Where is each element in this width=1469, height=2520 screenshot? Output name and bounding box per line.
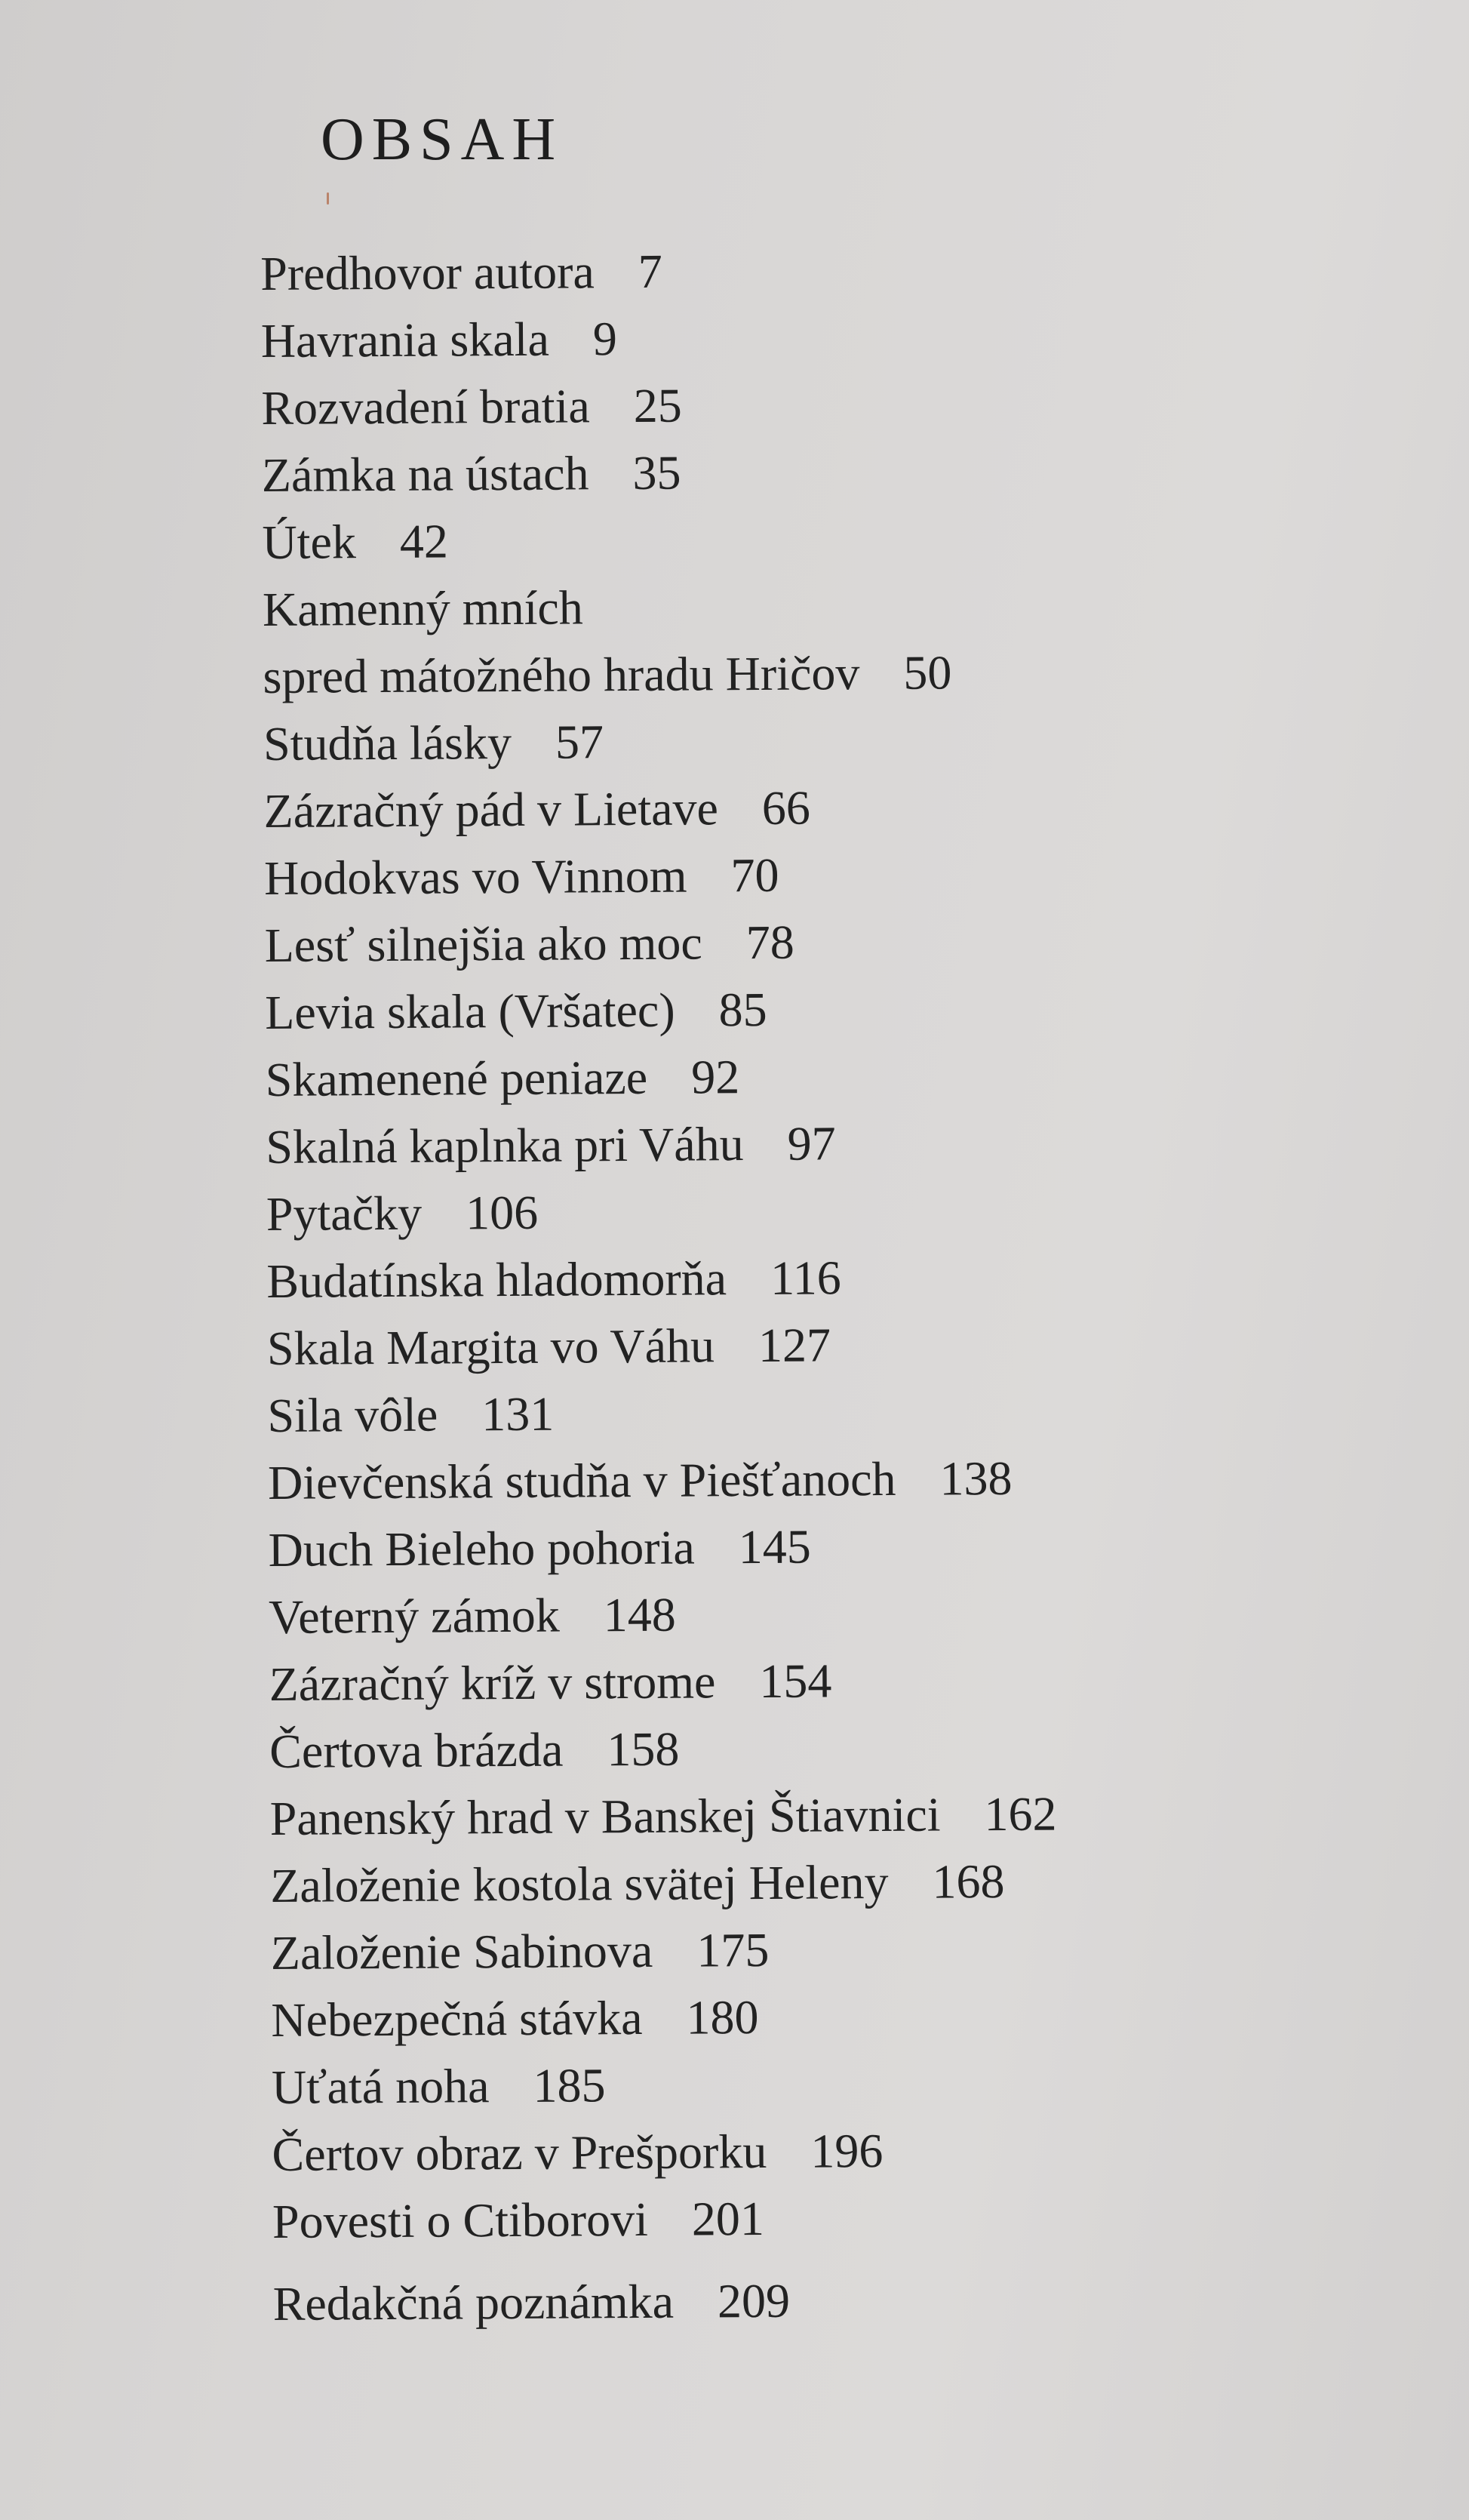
entry-title: Čertova brázda [269, 1722, 564, 1778]
toc-entry [267, 1308, 1400, 1382]
page-number: 168 [932, 1854, 1005, 1909]
entry-title: Uťatá noha [271, 2059, 490, 2114]
page-number: 78 [745, 915, 795, 970]
page-number: 57 [555, 715, 604, 769]
page-number: 92 [690, 1050, 740, 1104]
page-number: 35 [632, 445, 681, 500]
page-title: OBSAH [321, 106, 564, 173]
page-number: 175 [696, 1922, 770, 1977]
toc-entry [263, 771, 1396, 845]
page-number: 209 [717, 2273, 791, 2328]
toc-entry [269, 1711, 1402, 1785]
page-number: 131 [481, 1386, 555, 1442]
entry-title: Rozvadení bratia [261, 379, 590, 435]
toc-entry [261, 300, 1394, 374]
toc-entry [269, 1577, 1401, 1651]
toc-entry [266, 1241, 1399, 1315]
entry-title: Zázračný pád v Lietave [263, 781, 719, 838]
toc-entry [267, 1375, 1400, 1449]
page-number: 50 [903, 645, 952, 700]
page-number: 201 [691, 2191, 765, 2246]
page-number: 180 [686, 1990, 759, 2045]
page-number: 185 [533, 2058, 606, 2112]
toc-entry [270, 1845, 1403, 1919]
toc-entry [266, 1174, 1399, 1248]
entry-title: Zázračný kríž v strome [269, 1654, 716, 1711]
toc-entry [265, 972, 1397, 1046]
page-number: 154 [759, 1654, 832, 1708]
toc-entry [272, 2181, 1405, 2255]
entry-title: Zámka na ústach [261, 446, 589, 502]
entry-title: Studňa lásky [263, 715, 512, 771]
page-number: 9 [592, 312, 618, 366]
page-number: 148 [603, 1587, 676, 1642]
entry-title: Skala Margita vo Váhu [266, 1318, 715, 1375]
entry-title: Povesti o Ctiborovi [272, 2192, 649, 2248]
entry-title: Skamenené peniaze [265, 1050, 648, 1106]
toc-entry [272, 2114, 1404, 2188]
page-number: 116 [770, 1251, 841, 1305]
toc-entry [263, 569, 1395, 710]
toc-entry [268, 1509, 1400, 1583]
toc-entry [269, 1644, 1401, 1718]
toc-entry [264, 905, 1397, 979]
entry-title: Hodokvas vo Vinnom [263, 848, 687, 905]
entry-title: Pytačky [266, 1186, 423, 1241]
page-number: 97 [787, 1116, 836, 1171]
page-number: 85 [718, 982, 767, 1037]
toc-entry [270, 1778, 1403, 1852]
entry-title: Dievčenská studňa v Piešťanoch [267, 1451, 896, 1509]
entry-title: Čertov obraz v Prešporku [272, 2124, 767, 2181]
table-of-contents [260, 233, 1405, 2337]
entry-title: spred mátožného hradu Hričov [263, 646, 860, 703]
entry-title: Sila vôle [267, 1387, 438, 1442]
entry-title: Nebezpečná stávka [271, 1990, 643, 2047]
entry-title: Útek [262, 515, 357, 569]
page-number: 25 [633, 378, 682, 432]
toc-entry [268, 1442, 1400, 1516]
paper-speck [327, 192, 329, 205]
toc-entry [262, 502, 1394, 576]
toc-entry [271, 1980, 1403, 2054]
entry-title: Panenský hrad v Banskej Štiavnici [269, 1787, 941, 1845]
toc-entry [262, 435, 1394, 509]
toc-entry [266, 1106, 1398, 1180]
page-number: 196 [810, 2124, 884, 2178]
toc-entry [261, 368, 1394, 442]
toc-entry [266, 1039, 1398, 1113]
entry-title: Duch Bieleho pohoria [268, 1520, 695, 1577]
entry-title: Kamenný mních [262, 580, 583, 636]
page-number: 70 [730, 848, 779, 903]
entry-title: Lesť silnejšia ako moc [264, 915, 703, 972]
entry-title-continuation [263, 636, 1395, 710]
toc-entry [272, 2047, 1404, 2121]
entry-title: Budatínska hladomorňa [266, 1251, 727, 1308]
page-number: 127 [758, 1318, 831, 1372]
toc-entry [271, 1912, 1403, 1986]
page-number: 162 [984, 1786, 1057, 1842]
entry-title: Skalná kaplnka pri Váhu [266, 1117, 744, 1174]
page-number: 158 [607, 1722, 680, 1777]
entry-title: Levia skala (Vršatec) [265, 983, 675, 1039]
entry-title: Založenie kostola svätej Heleny [270, 1854, 889, 1912]
toc-entry [260, 233, 1393, 307]
toc-entry [264, 838, 1397, 912]
page-number: 138 [939, 1451, 1013, 1506]
toc-entry [263, 703, 1396, 777]
entry-title: Havrania skala [260, 312, 550, 368]
page-number: 145 [738, 1519, 811, 1574]
entry-title: Predhovor autora [260, 245, 595, 300]
toc-entry [272, 2263, 1405, 2337]
entry-title: Redakčná poznámka [272, 2274, 675, 2331]
page-number: 7 [638, 244, 663, 298]
entry-title: Veterný zámok [268, 1588, 560, 1644]
page-number: 42 [399, 514, 449, 568]
page-number: 106 [465, 1185, 539, 1240]
page-number: 66 [761, 780, 811, 835]
entry-title: Založenie Sabinova [270, 1923, 653, 1980]
